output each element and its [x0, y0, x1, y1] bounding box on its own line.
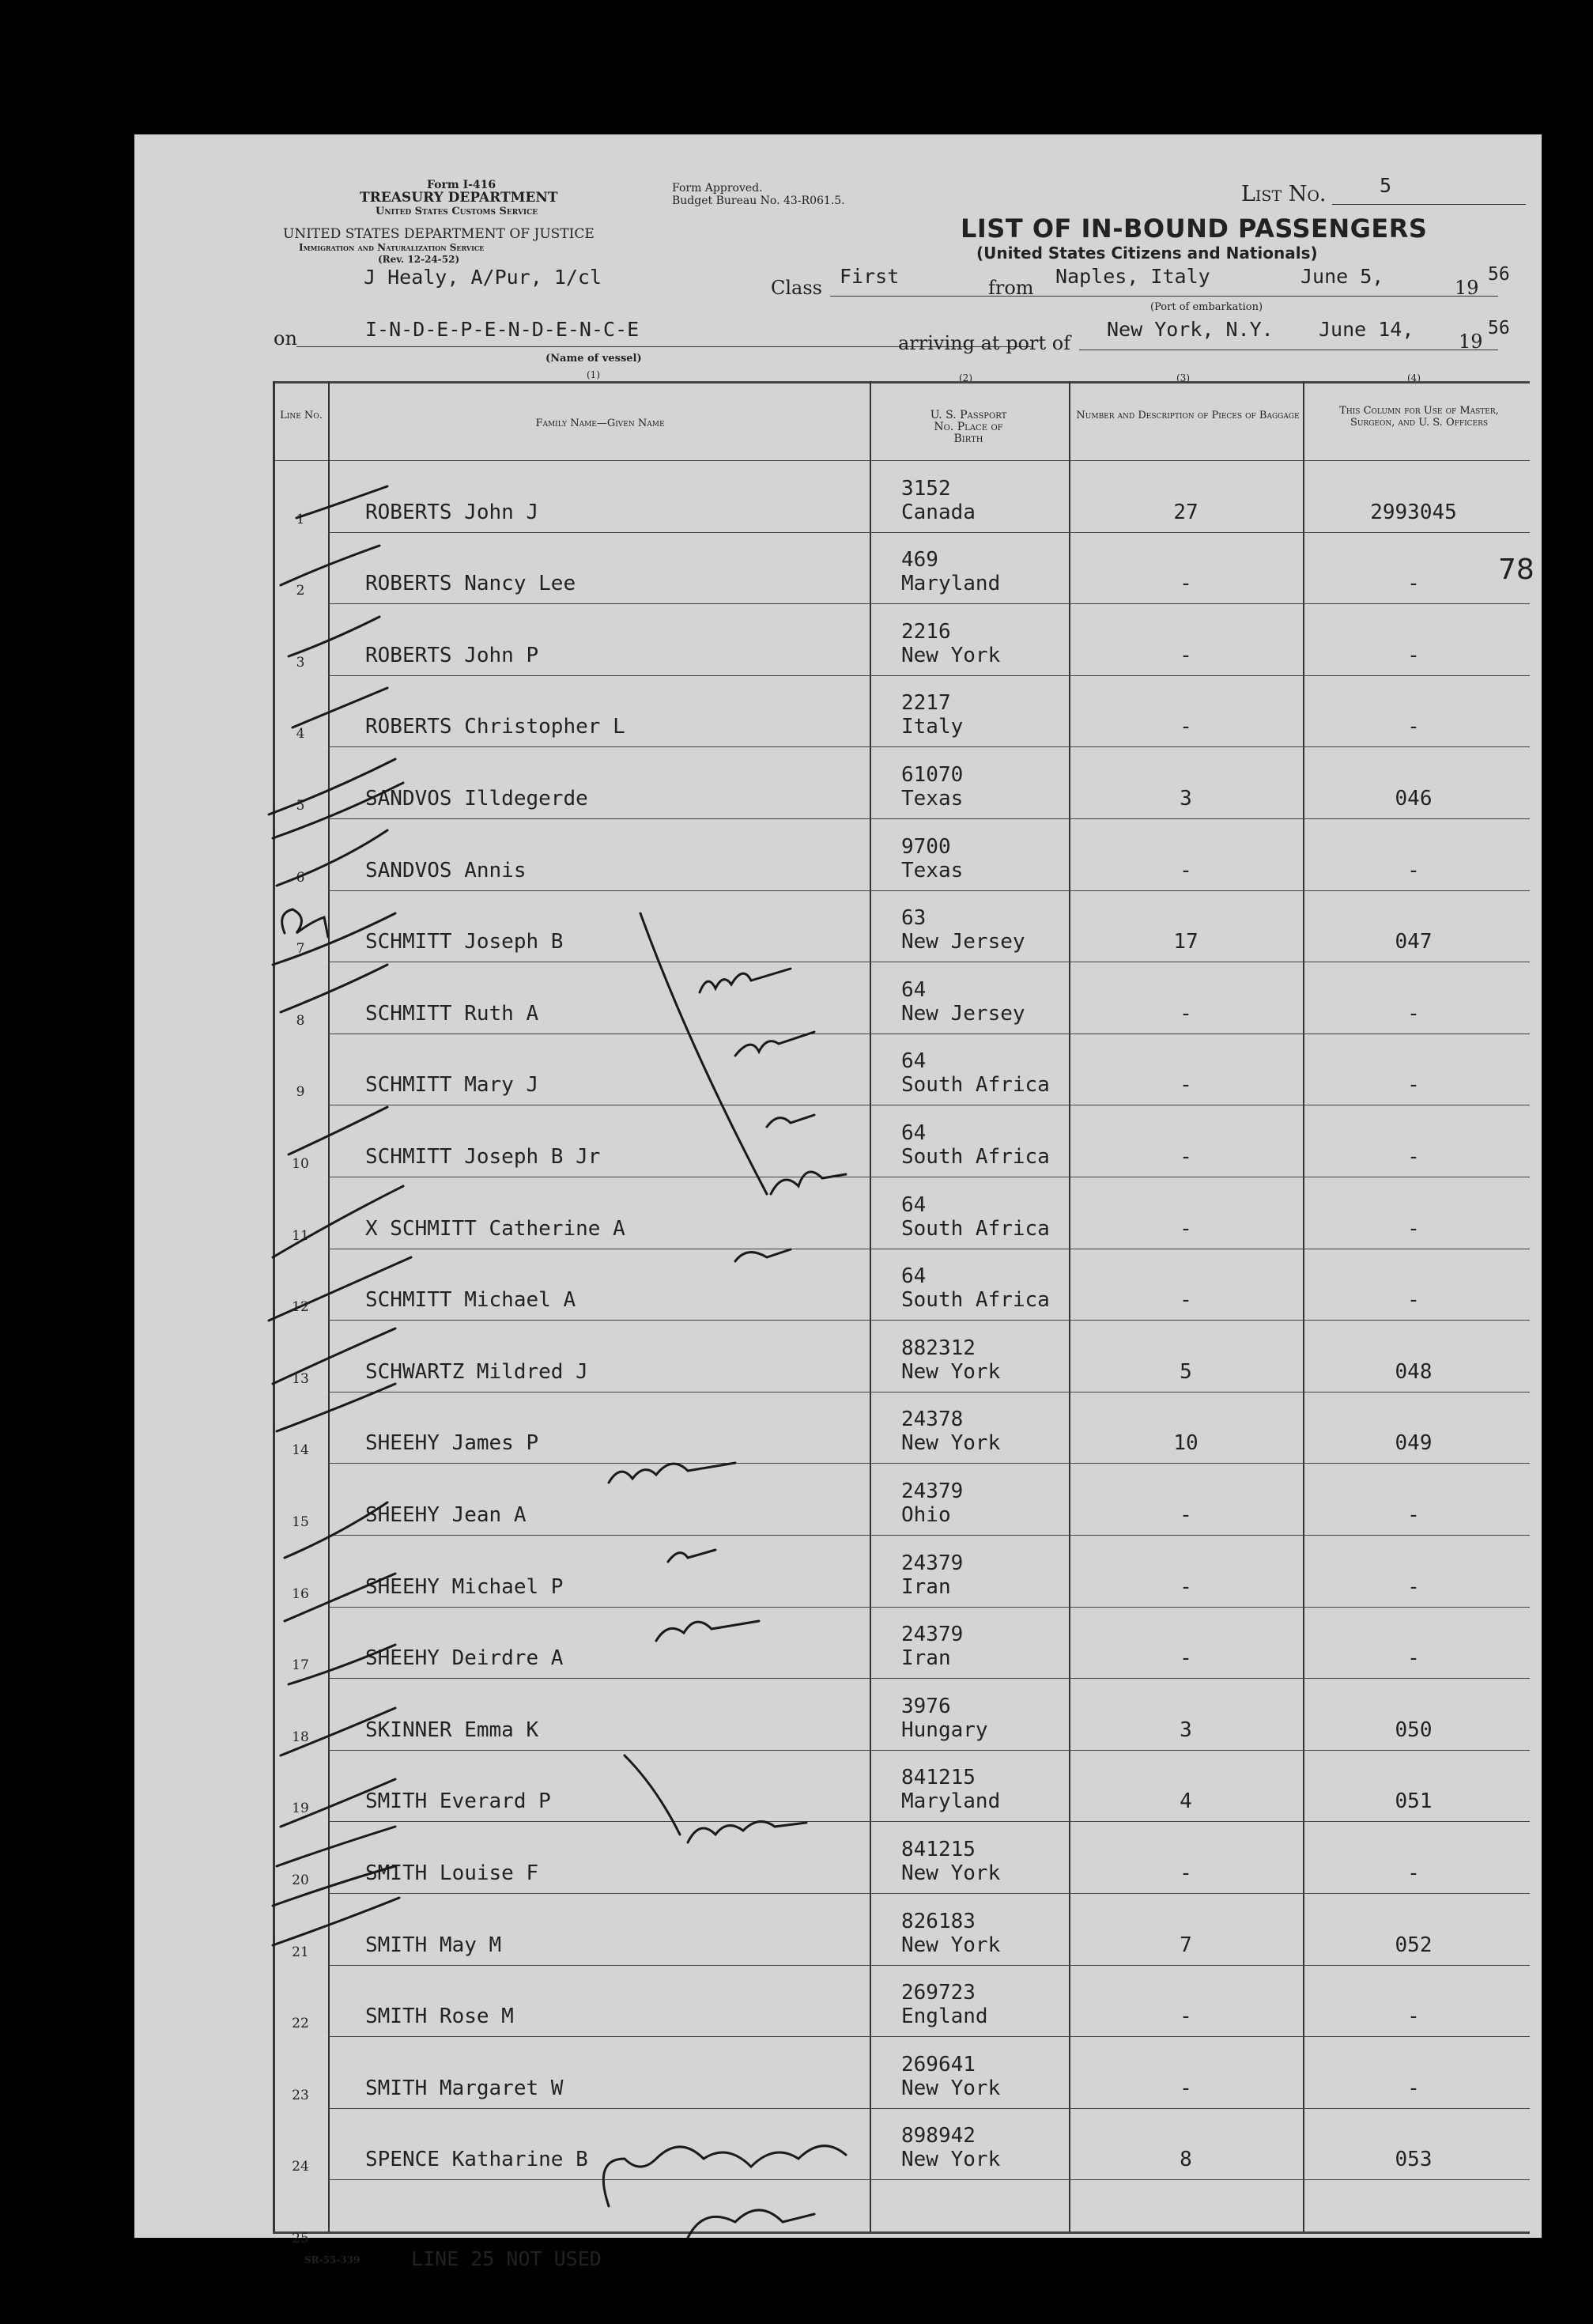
- baggage-count: 7: [1180, 1933, 1192, 1957]
- form-title: LIST OF IN-BOUND PASSENGERS: [961, 214, 1428, 244]
- place-of-birth: Hungary: [901, 1717, 988, 1742]
- list-no-label: List No.: [1241, 182, 1327, 206]
- purser-name: J Healy, A/Pur, 1/cl: [364, 266, 602, 289]
- place-of-birth: South Africa: [901, 1073, 1050, 1098]
- place-of-birth: New York: [901, 643, 1001, 667]
- passenger-name: SPENCE Katharine B: [365, 2148, 588, 2172]
- place-of-birth: Iran: [901, 1646, 951, 1671]
- passport-number: 9700: [901, 834, 951, 859]
- line-number: 3: [296, 654, 305, 671]
- line-number: 5: [296, 798, 305, 814]
- passenger-name: SANDVOS Illdegerde: [365, 787, 588, 811]
- treasury-department: TREASURY DEPARTMENT: [360, 190, 558, 206]
- baggage-count: 3: [1180, 787, 1192, 811]
- officer-column: 052: [1395, 1933, 1433, 1957]
- embarkation-port: Naples, Italy: [1055, 265, 1210, 288]
- vessel-caption: (Name of vessel): [545, 353, 642, 365]
- baggage-count: -: [1180, 858, 1192, 882]
- arrival-date: June 14,: [1319, 318, 1414, 341]
- passenger-name: SMITH May M: [365, 1933, 502, 1957]
- passenger-name: SCHMITT Joseph B Jr: [365, 1145, 601, 1169]
- officer-column: -: [1407, 643, 1420, 667]
- line-number: 24: [292, 2159, 309, 2175]
- passport-number: 3152: [901, 476, 951, 501]
- line-number: 16: [292, 1585, 309, 1602]
- place-of-birth: New York: [901, 1861, 1001, 1885]
- passenger-name: SCHMITT Mary J: [365, 1073, 539, 1098]
- officer-column: -: [1407, 1574, 1420, 1599]
- officer-column: 046: [1395, 787, 1433, 811]
- passport-number: 63: [901, 906, 927, 931]
- line-number: 19: [292, 1801, 309, 1817]
- passenger-name: SMITH Margaret W: [365, 2076, 564, 2100]
- officer-column: -: [1407, 2076, 1420, 2100]
- passenger-name: SHEEHY Deirdre A: [365, 1646, 564, 1671]
- place-of-birth: Ohio: [901, 1503, 951, 1527]
- passenger-name: ROBERTS Nancy Lee: [365, 572, 576, 596]
- passport-number: 64: [901, 1049, 927, 1074]
- place-of-birth: South Africa: [901, 1145, 1050, 1169]
- year-prefix-1: 19: [1455, 277, 1479, 299]
- passenger-name: SCHMITT Michael A: [365, 1288, 576, 1313]
- line-number: 21: [292, 1944, 309, 1960]
- baggage-count: -: [1180, 572, 1192, 596]
- passenger-name: ROBERTS John J: [365, 500, 539, 524]
- passport-number: 841215: [901, 1838, 976, 1861]
- form-approved: Form Approved.: [672, 182, 763, 195]
- line-number: 6: [296, 869, 305, 886]
- place-of-birth: New York: [901, 2076, 1001, 2100]
- line-number: 2: [296, 583, 305, 599]
- baggage-count: 4: [1180, 1789, 1192, 1814]
- place-of-birth: Texas: [901, 858, 964, 882]
- passenger-name: SCHWARTZ Mildred J: [365, 1359, 588, 1384]
- baggage-count: -: [1180, 2005, 1192, 2029]
- place-of-birth: South Africa: [901, 1216, 1050, 1241]
- place-of-birth: New Jersey: [901, 1001, 1025, 1026]
- place-of-birth: Italy: [901, 715, 964, 739]
- passport-number: 24378: [901, 1408, 964, 1432]
- embarkation-date: June 5,: [1300, 265, 1384, 288]
- footer-code: SR-55-339: [304, 2254, 361, 2265]
- baggage-count: -: [1180, 1001, 1192, 1026]
- line-number: 12: [292, 1299, 309, 1316]
- passenger-name: SMITH Louise F: [365, 1861, 539, 1885]
- arriving-label: arriving at port of: [898, 332, 1071, 354]
- line-number: 4: [296, 726, 305, 743]
- header-baggage: Number and Description of Pieces of Baggage: [1076, 410, 1300, 421]
- passenger-name: SHEEHY Michael P: [365, 1574, 564, 1599]
- baggage-count: -: [1180, 715, 1192, 739]
- place-of-birth: Maryland: [901, 572, 1001, 596]
- passenger-name: X SCHMITT Catherine A: [365, 1216, 625, 1241]
- officer-column: -: [1407, 1288, 1420, 1313]
- place-of-birth: New York: [901, 1933, 1001, 1957]
- baggage-count: 27: [1173, 500, 1199, 524]
- officer-column: -: [1407, 1001, 1420, 1026]
- line-number: 25: [292, 2231, 309, 2247]
- line-number: 20: [292, 1872, 309, 1888]
- baggage-count: -: [1180, 1145, 1192, 1169]
- passenger-name: ROBERTS Christopher L: [365, 715, 625, 739]
- line-number: 9: [296, 1084, 305, 1101]
- from-label: from: [988, 277, 1034, 299]
- col1-number: (1): [587, 369, 600, 380]
- passport-number: 269723: [901, 1981, 976, 2005]
- place-of-birth: New York: [901, 1431, 1001, 1456]
- place-of-birth: New Jersey: [901, 930, 1025, 954]
- budget-bureau: Budget Bureau No. 43-R061.5.: [672, 195, 845, 207]
- department-of-justice: UNITED STATES DEPARTMENT OF JUSTICE: [283, 226, 595, 242]
- passport-number: 24379: [901, 1551, 964, 1575]
- customs-service: United States Customs Service: [376, 206, 538, 217]
- line-number: 17: [292, 1657, 309, 1674]
- officer-column: -: [1407, 1216, 1420, 1241]
- passenger-name: SHEEHY James P: [365, 1431, 539, 1456]
- arrival-year: 56: [1488, 318, 1510, 338]
- place-of-birth: New York: [901, 1359, 1001, 1384]
- list-number: 5: [1380, 174, 1392, 197]
- officer-column: 050: [1395, 1717, 1433, 1742]
- form-number: Form I-416: [427, 179, 496, 191]
- baggage-count: -: [1180, 1073, 1192, 1098]
- line-number: 18: [292, 1729, 309, 1745]
- baggage-count: -: [1180, 1503, 1192, 1527]
- officer-column: 053: [1395, 2148, 1433, 2172]
- line-number: 7: [296, 941, 305, 958]
- place-of-birth: Iran: [901, 1574, 951, 1599]
- revision-date: (Rev. 12-24-52): [378, 254, 460, 265]
- line-number: 10: [292, 1156, 309, 1172]
- passport-number: 64: [901, 1264, 927, 1289]
- officer-column: -: [1407, 2005, 1420, 2029]
- officer-column: -: [1407, 572, 1420, 596]
- passport-number: 61070: [901, 763, 964, 787]
- baggage-count: -: [1180, 1574, 1192, 1599]
- passenger-name: SCHMITT Joseph B: [365, 930, 564, 954]
- passport-number: 898942: [901, 2124, 976, 2148]
- line-number: 15: [292, 1514, 309, 1530]
- baggage-count: -: [1180, 1646, 1192, 1671]
- on-label: on: [274, 327, 297, 350]
- baggage-count: 10: [1173, 1431, 1199, 1456]
- passport-number: 24379: [901, 1623, 964, 1647]
- passport-number: 2216: [901, 619, 951, 644]
- passport-number: 882312: [901, 1336, 976, 1360]
- place-of-birth: Canada: [901, 500, 976, 524]
- baggage-count: -: [1180, 1216, 1192, 1241]
- footer-note: LINE 25 NOT USED: [411, 2247, 602, 2270]
- baggage-count: 17: [1173, 930, 1199, 954]
- passport-number: 2217: [901, 691, 951, 716]
- place-of-birth: Texas: [901, 787, 964, 811]
- baggage-count: 3: [1180, 1717, 1192, 1742]
- baggage-count: -: [1180, 2076, 1192, 2100]
- header-passport: U. S. Passport No. Place of Birth: [930, 409, 1007, 445]
- place-of-birth: New York: [901, 2148, 1001, 2172]
- officer-column: -: [1407, 1646, 1420, 1671]
- baggage-count: -: [1180, 643, 1192, 667]
- officer-column: -: [1407, 1503, 1420, 1527]
- passenger-name: SMITH Everard P: [365, 1789, 551, 1814]
- officer-column: 051: [1395, 1789, 1433, 1814]
- passport-number: 3976: [901, 1694, 951, 1718]
- place-of-birth: Maryland: [901, 1789, 1001, 1814]
- passport-number: 64: [901, 977, 927, 1002]
- passport-number: 64: [901, 1192, 927, 1217]
- line-number: 1: [296, 511, 305, 527]
- embarkation-year: 56: [1488, 264, 1510, 285]
- line-number: 14: [292, 1442, 309, 1459]
- officer-column: 047: [1395, 930, 1433, 954]
- handwritten-annotations: [134, 134, 1542, 2238]
- class-value: First: [840, 265, 900, 288]
- passport-number: 24379: [901, 1479, 964, 1503]
- passenger-name: SANDVOS Annis: [365, 858, 527, 882]
- col3-number: (3): [1176, 372, 1190, 384]
- officer-column: 049: [1395, 1431, 1433, 1456]
- officer-column: 048: [1395, 1359, 1433, 1384]
- baggage-count: 5: [1180, 1359, 1192, 1384]
- line-number: 11: [292, 1227, 309, 1244]
- passenger-name: SMITH Rose M: [365, 2005, 514, 2029]
- passport-number: 826183: [901, 1909, 976, 1933]
- officer-column: -: [1407, 858, 1420, 882]
- passenger-name: SHEEHY Jean A: [365, 1503, 527, 1527]
- line-number: 22: [292, 2016, 309, 2032]
- col4-number: (4): [1407, 372, 1421, 384]
- officer-column: -: [1407, 1861, 1420, 1885]
- passport-number: 64: [901, 1121, 927, 1145]
- passenger-name: SCHMITT Ruth A: [365, 1001, 539, 1026]
- line-number: 23: [292, 2087, 309, 2103]
- line-number: 13: [292, 1370, 309, 1387]
- officer-column: -: [1407, 1145, 1420, 1169]
- officer-column: -: [1407, 715, 1420, 739]
- passenger-list-page: [134, 134, 1542, 2270]
- baggage-count: -: [1180, 1861, 1192, 1885]
- header-name: Family Name—Given Name: [535, 418, 665, 429]
- margin-number: 78: [1498, 554, 1534, 586]
- col2-number: (2): [959, 372, 972, 384]
- passenger-name: ROBERTS John P: [365, 643, 539, 667]
- passport-number: 841215: [901, 1766, 976, 1790]
- passenger-name: SKINNER Emma K: [365, 1717, 539, 1742]
- line-number: 8: [296, 1012, 305, 1029]
- form-subtitle: (United States Citizens and Nationals): [976, 244, 1318, 263]
- officer-column: 2993045: [1370, 500, 1457, 524]
- baggage-count: 8: [1180, 2148, 1192, 2172]
- class-label: Class: [771, 277, 822, 299]
- port-embarkation-caption: (Port of embarkation): [1150, 301, 1263, 313]
- year-prefix-2: 19: [1459, 331, 1483, 353]
- header-officers: This Column for Use of Master, Surgeon, and U. S. Officers: [1339, 405, 1499, 429]
- arrival-port: New York, N.Y.: [1107, 318, 1274, 341]
- passport-number: 469: [901, 548, 938, 572]
- officer-column: -: [1407, 1073, 1420, 1098]
- place-of-birth: South Africa: [901, 1288, 1050, 1313]
- vessel-name: I-N-D-E-P-E-N-D-E-N-C-E: [365, 318, 640, 341]
- place-of-birth: England: [901, 2005, 988, 2029]
- baggage-count: -: [1180, 1288, 1192, 1313]
- header-line-no: Line No.: [280, 410, 323, 421]
- passport-number: 269641: [901, 2052, 976, 2076]
- immigration-service: Immigration and Naturalization Service: [299, 242, 485, 253]
